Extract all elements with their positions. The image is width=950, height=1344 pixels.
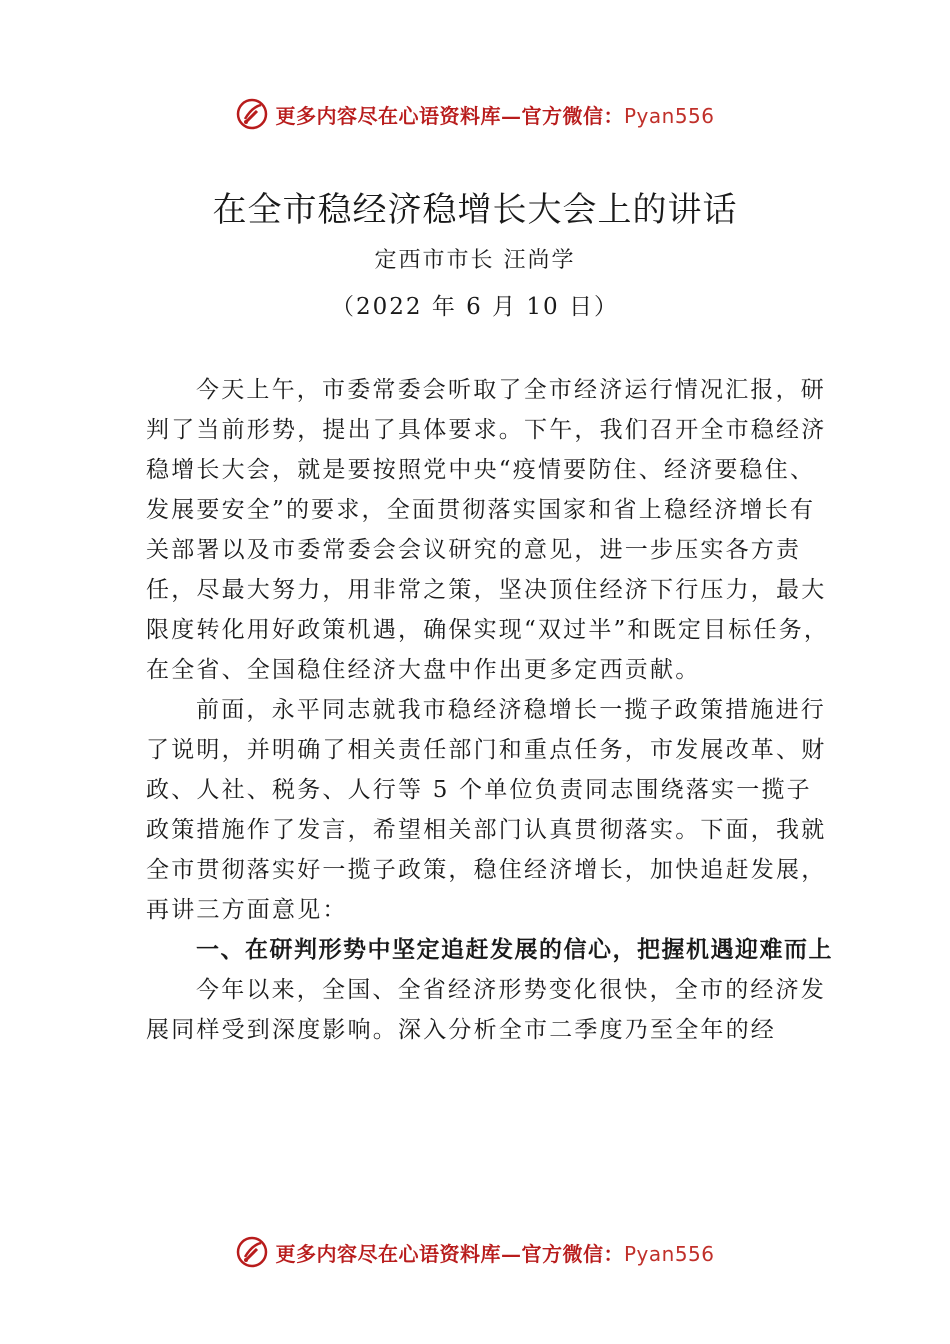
brand-logo-icon: [235, 1235, 269, 1269]
watermark-separator: —: [500, 1241, 522, 1266]
footer-watermark: [0, 1232, 950, 1272]
watermark-wechat-id: Pyan556: [623, 1241, 715, 1266]
document-date: （2022 年 6 月 10 日）: [331, 294, 619, 320]
watermark-brand: 更多内容尽在心语资料库: [275, 103, 501, 128]
watermark-wechat-id: Pyan556: [623, 103, 715, 128]
watermark-wechat-label: 官方微信：: [521, 103, 624, 128]
brand-logo-icon: [235, 97, 269, 131]
body-paragraph: 今天上午，市委常委会听取了全市经济运行情况汇报，研判了当前形势，提出了具体要求。下午，我们召开全市稳经济稳增长大会，就是要按照党中央“疫情要防住、经济要稳住、发展要安全”的要求，全面贯彻落实国家和省上稳经济增长有关部署以及市委常委会会议研究的意见，进一步压实各方责任，尽最大努力，用非常之策，坚决顶住经济下行压力，最大限度转化用好政策机遇，确保实现“双过半”和既定目标任务，在全省、全国稳住经济大盘中作出更多定西贡献。: [146, 377, 830, 683]
watermark-text: [275, 100, 714, 129]
watermark-wechat-label: 官方微信：: [521, 1241, 624, 1266]
document-body: [146, 370, 836, 1050]
document-title: 在全市稳经济稳增长大会上的讲话: [212, 190, 738, 230]
watermark-separator: —: [500, 103, 522, 128]
body-paragraph: 前面，永平同志就我市稳经济稳增长一揽子政策措施进行了说明，并明确了相关责任部门和重点任务，市发展改革、财政、人社、税务、人行等 5 个单位负责同志围绕落实一揽子政策措施作了发言，希望相关部门认真贯彻落实。下面，我就全市贯彻落实好一揽子政策，稳住经济增长，加快追赶发展，再讲三方面意见：: [146, 697, 827, 923]
body-paragraph: 今年以来，全国、全省经济形势变化很快，全市的经济发展同样受到深度影响。深入分析全市二季度乃至全年的经: [146, 977, 826, 1043]
document-author: 定西市市长 汪尚学: [374, 248, 576, 273]
watermark-text: [275, 1238, 714, 1267]
watermark-brand: 更多内容尽在心语资料库: [275, 1241, 501, 1266]
section-heading: 一、在研判形势中坚定追赶发展的信心，把握机遇迎难而上: [196, 937, 833, 963]
header-watermark: [0, 94, 950, 134]
